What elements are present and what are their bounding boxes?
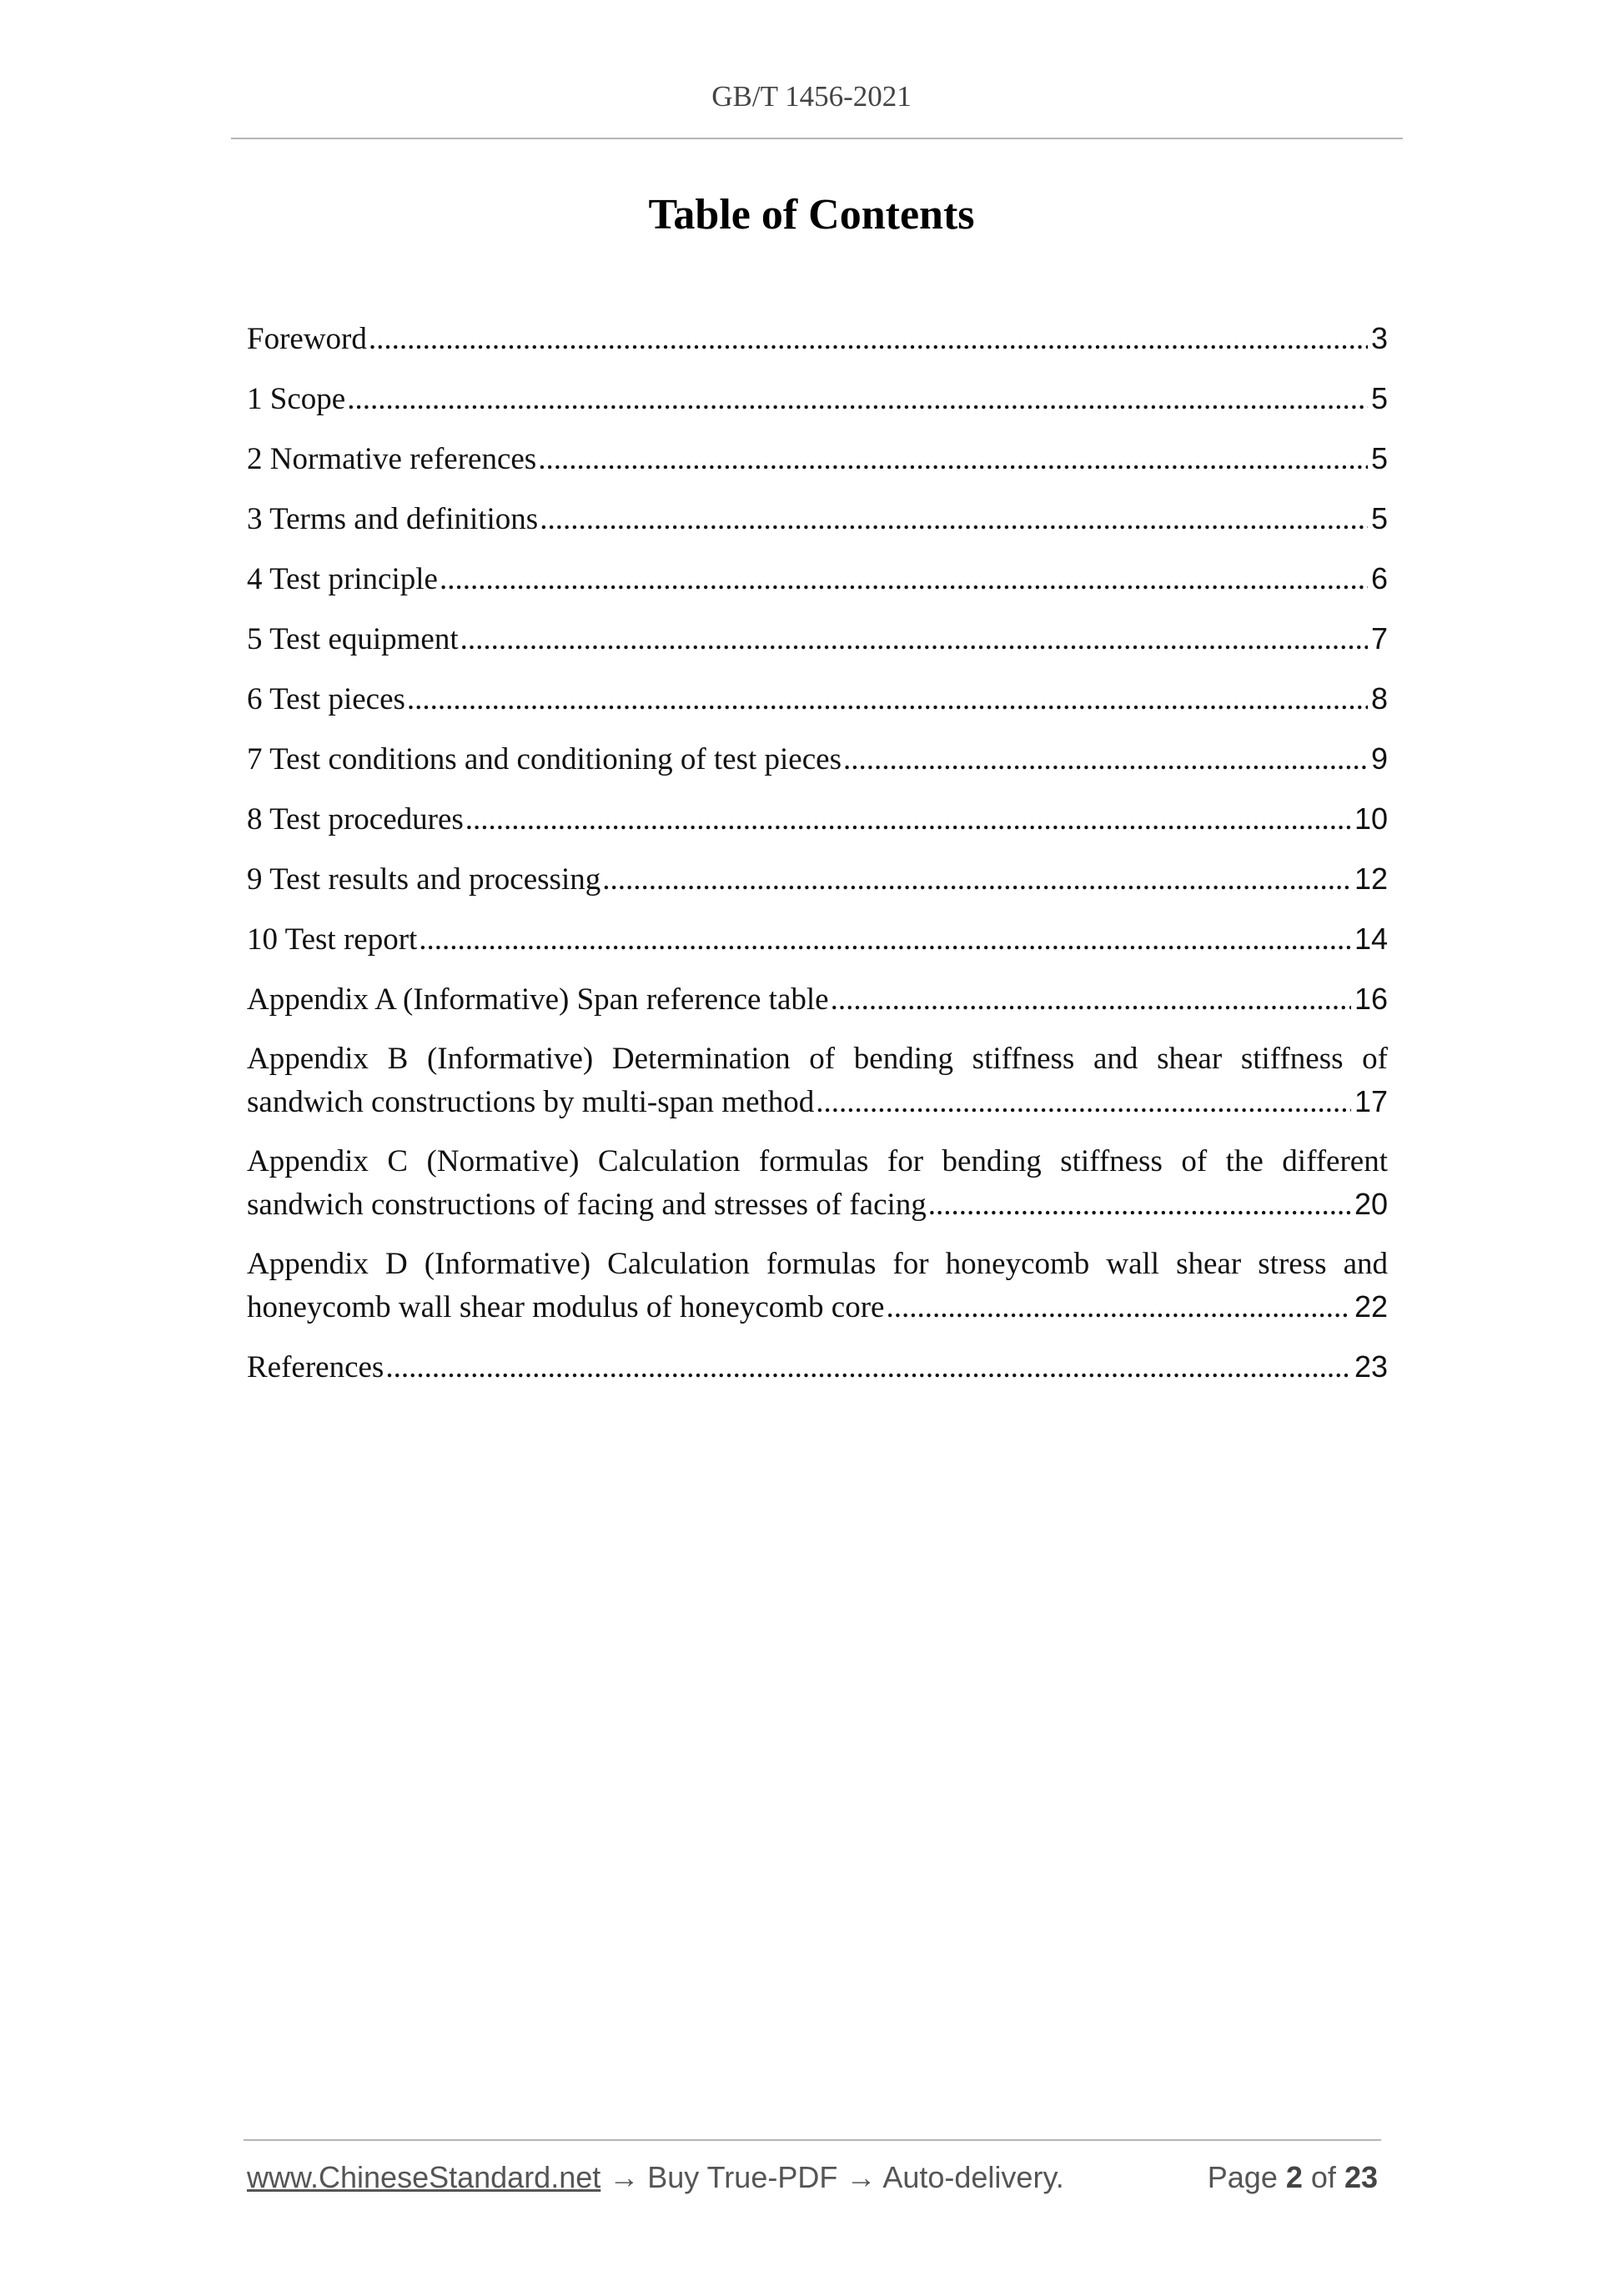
page-title: Table of Contents (648, 191, 975, 239)
toc-entry-test-equipment[interactable] (247, 617, 1388, 661)
toc-entry-foreword[interactable] (247, 317, 1388, 360)
toc-entry-test-results[interactable] (247, 857, 1388, 901)
toc-label: 3 Terms and definitions (247, 502, 539, 536)
footer-promo (247, 2160, 1064, 2195)
toc-leader-dots (829, 978, 1351, 1021)
toc-page-number: 12 (1354, 862, 1388, 896)
toc-leader-dots (842, 738, 1368, 781)
toc-leader-dots (345, 378, 1368, 420)
toc-entry-appendix-b[interactable] (247, 1037, 1388, 1123)
toc-label: Appendix A (Informative) Span reference table (247, 982, 829, 1017)
toc-entry-test-report[interactable] (247, 917, 1388, 961)
toc-leader-dots (367, 318, 1368, 360)
toc-label: 9 Test results and processing (247, 862, 601, 897)
toc-leader-dots (438, 558, 1368, 600)
toc-page-number: 5 (1370, 501, 1388, 535)
toc-label: 5 Test equipment (247, 622, 459, 656)
toc-entry-appendix-d[interactable] (247, 1243, 1388, 1329)
toc-entry-appendix-c[interactable] (247, 1140, 1388, 1226)
of-word: of (1310, 2160, 1336, 2194)
toc-page-number: 5 (1370, 381, 1388, 415)
toc-label: 6 Test pieces (247, 682, 405, 716)
toc-page-number: 16 (1354, 982, 1388, 1016)
toc-label: 10 Test report (247, 922, 418, 957)
toc-entry-test-procedures[interactable] (247, 797, 1388, 841)
table-of-contents (247, 317, 1388, 1405)
toc-label-line-2: honeycomb wall shear modulus of honeycomb core (247, 1290, 885, 1324)
toc-page-number: 8 (1370, 681, 1388, 716)
toc-entry-test-conditions[interactable] (247, 737, 1388, 781)
toc-label-line-1: Appendix C (Normative) Calculation formulas for bending stiffness of the different (247, 1144, 1388, 1178)
toc-leader-dots (459, 618, 1368, 661)
toc-leader-dots (536, 438, 1368, 480)
toc-page-number: 7 (1370, 621, 1388, 656)
toc-leader-dots (927, 1183, 1351, 1226)
page-word: Page (1207, 2160, 1278, 2194)
toc-leader-dots (417, 918, 1351, 961)
toc-entry-references[interactable] (247, 1345, 1388, 1389)
toc-entry-test-pieces[interactable] (247, 677, 1388, 721)
toc-leader-dots (600, 858, 1351, 901)
toc-leader-dots (814, 1081, 1351, 1123)
toc-label: 4 Test principle (247, 562, 438, 596)
toc-entry-scope[interactable] (247, 377, 1388, 420)
toc-page-number: 23 (1354, 1349, 1388, 1384)
toc-leader-dots (405, 678, 1368, 721)
toc-leader-dots (384, 1346, 1351, 1389)
toc-label: References (247, 1350, 384, 1384)
total-pages-number: 23 (1344, 2160, 1378, 2194)
toc-label-line-1: Appendix D (Informative) Calculation formulas for honeycomb wall shear stress and (247, 1247, 1388, 1281)
toc-page-number: 22 (1354, 1289, 1388, 1324)
toc-label: 8 Test procedures (247, 802, 464, 837)
toc-label: 7 Test conditions and conditioning of test pieces (247, 742, 842, 776)
header-standard-code: GB/T 1456-2021 (711, 80, 912, 113)
toc-page-number: 20 (1354, 1187, 1388, 1221)
toc-entry-appendix-a[interactable] (247, 977, 1388, 1021)
toc-page-number: 9 (1370, 741, 1388, 776)
website-link[interactable]: www.ChineseStandard.net (247, 2160, 601, 2194)
toc-leader-dots (464, 798, 1351, 841)
toc-page-number: 14 (1354, 922, 1388, 956)
toc-label-line-2: sandwich constructions by multi-span method (247, 1085, 815, 1119)
toc-label-line-2: sandwich constructions of facing and stresses of facing (247, 1188, 927, 1222)
toc-page-number: 3 (1370, 321, 1388, 355)
toc-page-number: 5 (1370, 441, 1388, 475)
toc-leader-dots (538, 498, 1368, 540)
toc-label: Foreword (247, 322, 367, 356)
toc-leader-dots (884, 1286, 1350, 1329)
toc-label: 1 Scope (247, 382, 346, 416)
toc-page-number: 17 (1354, 1084, 1388, 1118)
toc-entry-terms-definitions[interactable] (247, 497, 1388, 540)
current-page-number: 2 (1285, 2160, 1303, 2194)
toc-entry-test-principle[interactable] (247, 557, 1388, 600)
footer-divider (244, 2139, 1381, 2141)
toc-entry-normative-references[interactable] (247, 437, 1388, 480)
toc-label: 2 Normative references (247, 442, 537, 476)
header-divider (231, 138, 1403, 139)
toc-page-number: 6 (1370, 561, 1388, 595)
toc-page-number: 10 (1354, 801, 1388, 836)
toc-label-line-1: Appendix B (Informative) Determination of bending stiffness and shear stiffness of (247, 1042, 1388, 1076)
footer-tagline: → Buy True-PDF → Auto-delivery. (609, 2160, 1064, 2194)
page-counter (1208, 2160, 1378, 2195)
